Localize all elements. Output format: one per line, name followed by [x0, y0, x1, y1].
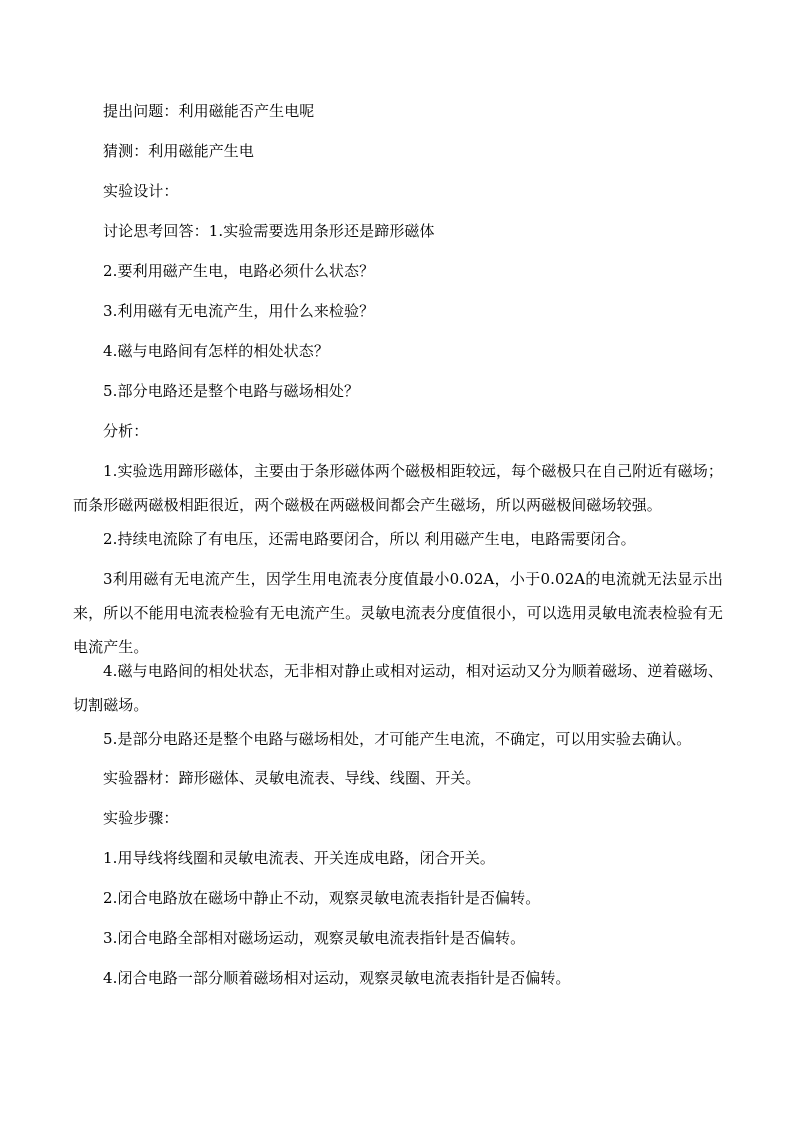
question-4: 4.磁与电路间有怎样的相处状态？ — [103, 342, 329, 360]
guess-line: 猜测：利用磁能产生电 — [103, 142, 255, 160]
analysis-1: 1.实验选用蹄形磁体，主要由于条形磁体两个磁极相距较远，每个磁极只在自己附近有磁场；而条形磁两磁极相距很近，两个磁极在两磁极间都会产生磁场，所以两磁极间磁场较强。 — [73, 462, 723, 514]
question-line: 提出问题：利用磁能否产生电呢 — [103, 102, 315, 120]
step-2: 2.闭合电路放在磁场中静止不动，观察灵敏电流表指针是否偏转。 — [103, 889, 541, 907]
question-5: 5.部分电路还是整个电路与磁场相处？ — [103, 382, 360, 400]
question-3: 3.利用磁有无电流产生，用什么来检验？ — [103, 302, 375, 320]
steps-heading: 实验步骤： — [103, 809, 179, 827]
analysis-5: 5.是部分电路还是整个电路与磁场相处，才可能产生电流，不确定，可以用实验去确认。 — [103, 730, 692, 748]
question-2: 2.要利用磁产生电，电路必须什么状态？ — [103, 262, 375, 280]
design-heading: 实验设计： — [103, 182, 179, 200]
equipment-line: 实验器材：蹄形磁体、灵敏电流表、导线、线圈、开关。 — [103, 769, 481, 787]
discussion-intro: 讨论思考回答：1.实验需要选用条形还是蹄形磁体 — [103, 222, 435, 240]
step-1: 1.用导线将线圈和灵敏电流表、开关连成电路，闭合开关。 — [103, 849, 496, 867]
step-3: 3.闭合电路全部相对磁场运动，观察灵敏电流表指针是否偏转。 — [103, 929, 526, 947]
step-4: 4.闭合电路一部分顺着磁场相对运动，观察灵敏电流表指针是否偏转。 — [103, 969, 571, 987]
analysis-4: 4.磁与电路间的相处状态，无非相对静止或相对运动，相对运动又分为顺着磁场、逆着磁场、切割磁场。 — [73, 662, 723, 714]
analysis-heading: 分析： — [103, 422, 149, 440]
analysis-2: 2.持续电流除了有电压，还需电路要闭合，所以 利用磁产生电，电路需要闭合。 — [103, 530, 636, 548]
analysis-3: 3利用磁有无电流产生，因学生用电流表分度值最小0.02A，小于0.02A的电流就无法显示出来，所以不能用电流表检验有无电流产生。灵敏电流表分度值很小，可以选用灵敏电流表检验有无电流产生。 — [73, 570, 723, 656]
